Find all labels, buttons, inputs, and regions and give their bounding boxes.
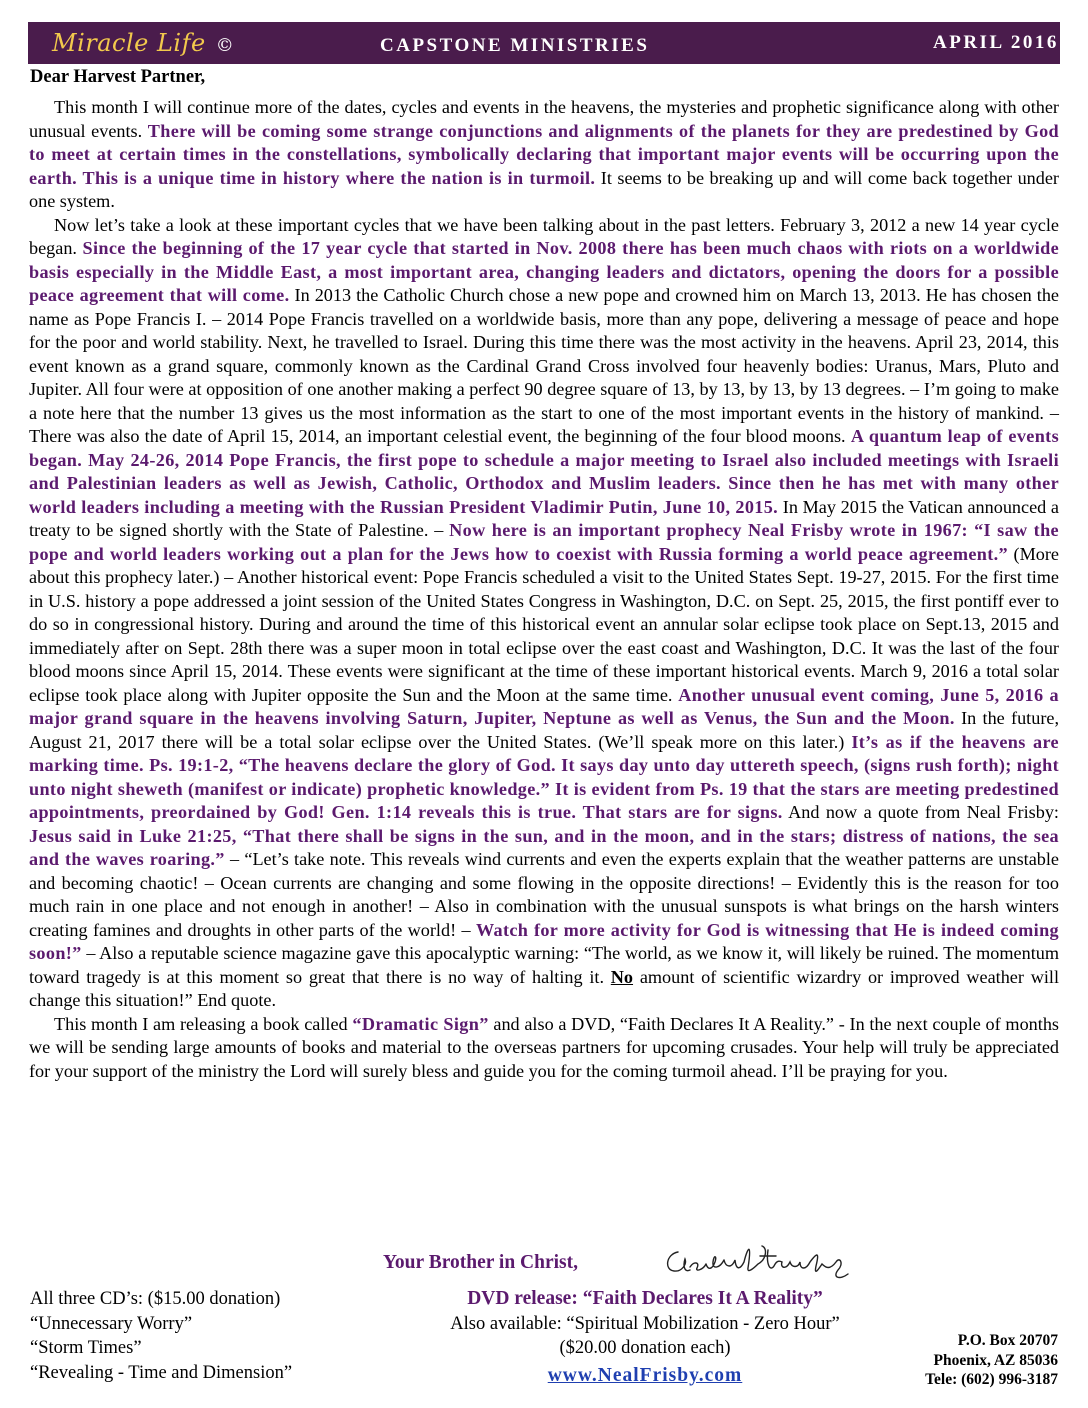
body-text: And now a quote from Neal Frisby:: [782, 802, 1059, 822]
cd-title: “Revealing - Time and Dimension”: [30, 1362, 293, 1383]
body-text: amount of scientific wizardry or improved weather will change this situation!” End quote.: [29, 966, 1059, 1010]
body-text: In May 2015 the Vatican announced a treaty to be signed shortly with the State of Palestine. –: [29, 496, 1060, 540]
emphasized-text: Since the beginning of the 17 year cycle that started in Nov. 2008 there has been much chaos with riots on a worldwide basis especially in the Middle East, a most important area, changing leaders and dictators, opening the doors for a possible peace agreement that will come.: [29, 238, 1059, 305]
cd-title: “Unnecessary Worry”: [30, 1313, 193, 1334]
body-text: – Also a reputable science magazine gave this apocalyptic warning: “The world, as we know it, will likely be ruined. The momentum toward tragedy is at this moment so great that there is no way of halting it.: [29, 943, 1059, 987]
emphasized-text: A quantum leap of events began. May 24-26, 2014 Pope Francis, the first pope to schedule a major meeting to Israel also included meetings with Israeli and Palestinian leaders as well as Jewish, Catholic, Orthodox and Muslim leaders. Since then he has met with many other world leaders including a meeting with the Russian President Vladimir Putin, June 10, 2015.: [29, 426, 1059, 517]
letter-paragraph: [29, 96, 1059, 214]
dvd-price: ($20.00 donation each): [559, 1338, 731, 1358]
emphasized-text: Another unusual event coming, June 5, 2016 a major grand square in the heavens involving Saturn, Jupiter, Neptune as well as Venus, the Sun and the Moon.: [29, 684, 1059, 728]
closing: Your Brother in Christ,: [383, 1252, 579, 1273]
cd-offer-list: [30, 1287, 292, 1385]
body-text: In the future, August 21, 2017 there will be a total solar eclipse over the United States. (We’ll speak more on this later.): [29, 708, 1060, 752]
website-link[interactable]: www.NealFrisby.com: [547, 1364, 743, 1386]
body-text: – “Let’s take note. This reveals wind currents and even the experts explain that the weather patterns are unstable and becoming chaotic! – Ocean currents are changing and some flowing in the opposite directions! – Evidently this is the reason for too much rain in one place and not enough in another! – Also in combination with the unusual sunspots is what brings on the harsh winters creating famines and droughts in other parts of the world! –: [29, 849, 1060, 940]
letter-paragraph: [29, 1013, 1059, 1084]
body-text: and also a DVD, “Faith Declares It A Reality.” - In the next couple of months we will be sending large amounts of books and material to the overseas partners for upcoming crusades. Your help will truly be appreciated for your support of the ministry the Lord will surely bless and guide you for the coming turmoil ahead. I’ll be praying for you.: [29, 1013, 1059, 1081]
body-text: This month I will continue more of the dates, cycles and events in the heavens, the mysteries and prophetic significance along with other unusual events.: [29, 97, 1059, 141]
also-available: Also available: “Spiritual Mobilization - Zero Hour”: [450, 1313, 840, 1334]
letter-body: [29, 96, 1059, 1083]
issue-date: APRIL 2016: [933, 32, 1059, 53]
body-text: In 2013 the Catholic Church chose a new pope and crowned him on March 13, 2013. He has chosen the name as Pope Francis I. – 2014 Pope Francis travelled on a worldwide basis, more than any pope, delivering a message of peace and hope for the poor and world stability. Next, he travelled to Israel. During this time there was the most activity in the heavens. April 23, 2014, this event known as a grand square, commonly known as the Cardinal Grand Cross involved four heavenly bodies: Uranus, Mars, Pluto and Jupiter. All four were at opposition of one another making a perfect 90 degree square of 13, by 13, by 13, by 13 degrees. – I’m going to make a note here that the number 13 gives us the most information as the start to one of the most important events in the history of mankind. – There was also the date of April 15, 2014, an important celestial event, the beginning of the four blood moons.: [29, 285, 1059, 446]
dvd-offer: [430, 1287, 860, 1388]
brand-logo: [52, 29, 234, 57]
emphasized-text: Jesus said in Luke 21:25, “That there shall be signs in the sun, and in the moon, and in the stars; distress of nations, the sea and the waves roaring.”: [29, 825, 1059, 869]
masthead: [28, 22, 1060, 64]
po-box: P.O. Box 20707: [957, 1332, 1058, 1349]
emphasized-text: “Dramatic Sign”: [352, 1013, 489, 1034]
emphasized-text: It’s as if the heavens are marking time. Ps. 19:1-2, “The heavens declare the glory of God. It says day unto day uttereth speech, (signs rush forth); night unto night sheweth (manifest or indicate) prophetic knowledge.” It is evident from Ps. 19 that the stars are meeting predestined appointments, preordained by God! Gen. 1:14 reveals this is true. That stars are for signs.: [29, 731, 1059, 822]
cd-offer-price: All three CD’s: ($15.00 donation): [30, 1289, 281, 1309]
dvd-release-title: DVD release: “Faith Declares It A Reality”: [467, 1288, 823, 1309]
emphasized-text: There will be coming some strange conjunctions and alignments of the planets for they are predestined by God to meet at certain times in the constellations, symbolically declaring that important major events will be occurring upon the earth. This is a unique time in history where the nation is in turmoil.: [29, 120, 1059, 188]
underlined-text: No: [610, 966, 634, 987]
body-text: Now let’s take a look at these important cycles that we have been talking about in the past letters. February 3, 2012 a new 14 year cycle began.: [29, 214, 1059, 258]
emphasized-text: Now here is an important prophecy Neal Frisby wrote in 1967: “I saw the pope and world leaders working out a plan for the Jews how to coexist with Russia forming a world peace agreement.”: [29, 520, 1059, 564]
body-text: This month I am releasing a book called: [54, 1013, 353, 1034]
city-state-zip: Phoenix, AZ 85036: [933, 1351, 1058, 1369]
brand-name: Miracle Life: [52, 29, 206, 57]
salutation: Dear Harvest Partner,: [30, 67, 206, 87]
mailing-address: [925, 1331, 1058, 1390]
telephone: Tele: (602) 996-3187: [925, 1371, 1058, 1388]
copyright-symbol: ©: [215, 35, 235, 56]
letter-paragraph: [29, 214, 1059, 1013]
organization-name: CAPSTONE MINISTRIES: [380, 35, 650, 56]
body-text: (More about this prophecy later.) – Another historical event: Pope Francis scheduled a visit to the United States Sept. 19-27, 2015. For the first time in U.S. history a pope addressed a joint session of the United States Congress in Washington, D.C. on Sept. 25, 2015, the first pontiff ever to do so in congressional history. During and around the time of this historical event an annular solar eclipse took place on Sept.13, 2015 and immediately after on Sept. 28th there was a super moon in total eclipse over the east coast and Washington, D.C. It was the last of the four blood moons since April 15, 2014. These events were significant at the time of these important historical events. March 9, 2016 a total solar eclipse took place along with Jupiter opposite the Sun and the Moon at the same time.: [29, 543, 1059, 705]
handwritten-signature: [660, 1240, 855, 1282]
cd-title: “Storm Times”: [30, 1338, 142, 1358]
emphasized-text: Watch for more activity for God is witnessing that He is indeed coming soon!”: [29, 919, 1059, 963]
body-text: It seems to be breaking up and will come back together under one system.: [29, 167, 1059, 211]
